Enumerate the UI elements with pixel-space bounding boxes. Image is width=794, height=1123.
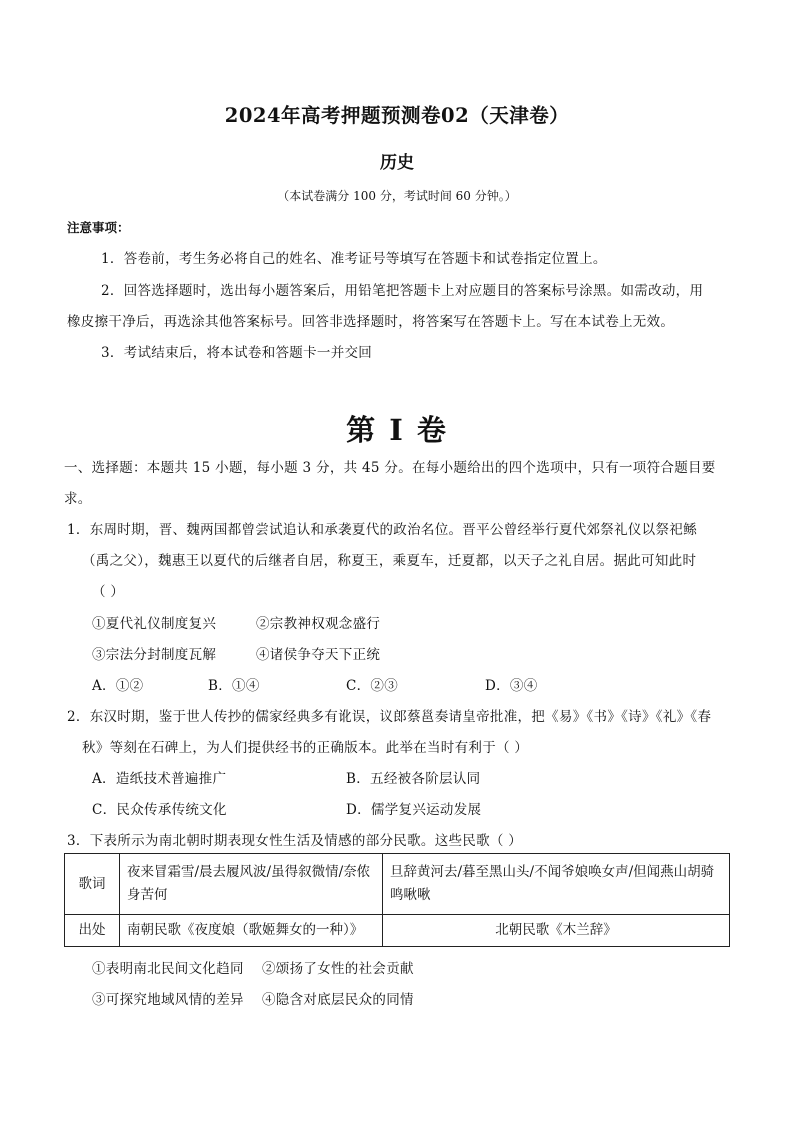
question-2-option-b: B．五经被各阶层认同 <box>346 771 481 787</box>
exam-note: （本试卷满分 100 分，考试时间 60 分钟。） <box>277 189 517 203</box>
instruction-item: 2．回答选择题时，选出每小题答案后，用铅笔把答题卡上对应题目的答案标号涂黑。如需改动，用 <box>101 283 704 299</box>
question-1-stem: 1．东周时期，晋、魏两国都曾尝试追认和承袭夏代的政治名位。晋平公曾经举行夏代郊祭礼仪以祭祀鲧 <box>67 522 697 538</box>
instruction-item: 3．考试结束后，将本试卷和答题卡一并交回 <box>101 345 373 361</box>
lyrics-label-cell: 歌词 <box>65 854 120 915</box>
source-label-cell: 出处 <box>65 915 120 947</box>
instruction-item: 1．答卷前，考生务必将自己的姓名、准考证号等填写在答题卡和试卷指定位置上。 <box>101 251 607 267</box>
question-1-stem: （ ） <box>92 584 125 600</box>
question-1-option-d: D．③④ <box>485 678 538 694</box>
question-2-option-d: D．儒学复兴运动发展 <box>346 802 482 818</box>
question-3-statement: ②颂扬了女性的社会贡献 <box>262 961 414 977</box>
question-1-statement: ②宗教神权观念盛行 <box>256 616 381 632</box>
question-2-option-c: C．民众传承传统文化 <box>92 802 227 818</box>
question-1-statement: ①夏代礼仪制度复兴 <box>92 616 217 632</box>
question-1-option-a: A．①② <box>92 678 144 694</box>
question-2-option-a: A．造纸技术普遍推广 <box>92 771 227 787</box>
question-3-statement: ③可探究地域风情的差异 <box>92 992 244 1008</box>
south-lyrics-cell: 夜来冒霜雪/晨去履风波/虽得叙微情/奈侬身苦何 <box>120 854 383 915</box>
question-1-statement: ③宗法分封制度瓦解 <box>92 647 217 663</box>
instructions-heading: 注意事项： <box>67 220 130 235</box>
question-2-stem: 2．东汉时期，鉴于世人传抄的儒家经典多有讹误，议郎蔡邕奏请皇帝批准，把《易》《书》《诗》《礼》《春 <box>67 709 712 725</box>
question-1-option-b: B．①④ <box>208 678 260 694</box>
question-1-stem: （禹之父），魏惠王以夏代的后继者自居，称夏王，乘夏车，迁夏都，以天子之礼自居。据此可知此时 <box>82 553 697 569</box>
north-lyrics-cell: 旦辞黄河去/暮至黑山头/不闻爷娘唤女声/但闻燕山胡骑鸣啾啾 <box>383 854 730 915</box>
question-1-option-c: C．②③ <box>346 678 399 694</box>
north-source-cell: 北朝民歌《木兰辞》 <box>383 915 730 947</box>
folk-song-table <box>64 853 730 947</box>
section-instruction: 一、选择题：本题共 15 小题，每小题 3 分，共 45 分。在每小题给出的四个选项中，只有一项符合题目要 <box>64 460 716 476</box>
table-row <box>65 915 730 947</box>
instruction-item: 橡皮擦干净后，再选涂其他答案标号。回答非选择题时，将答案写在答题卡上。写在本试卷上无效。 <box>67 314 675 330</box>
question-3-statement: ①表明南北民间文化趋同 <box>92 961 244 977</box>
table-row <box>65 854 730 915</box>
south-source-cell: 南朝民歌《夜度娘（歌姬舞女的一种）》 <box>120 915 383 947</box>
question-3-stem: 3．下表所示为南北朝时期表现女性生活及情感的部分民歌。这些民歌（ ） <box>67 833 523 849</box>
section-instruction: 求。 <box>64 491 92 507</box>
subject-title: 历史 <box>380 153 414 173</box>
exam-title: 2024年高考押题预测卷02（天津卷） <box>224 104 570 127</box>
volume-title: 第 I 卷 <box>346 413 448 447</box>
question-3-statement: ④隐含对底层民众的同情 <box>262 992 414 1008</box>
question-1-statement: ④诸侯争夺天下正统 <box>256 647 381 663</box>
question-2-stem: 秋》等刻在石碑上，为人们提供经书的正确版本。此举在当时有利于（ ） <box>82 740 529 756</box>
